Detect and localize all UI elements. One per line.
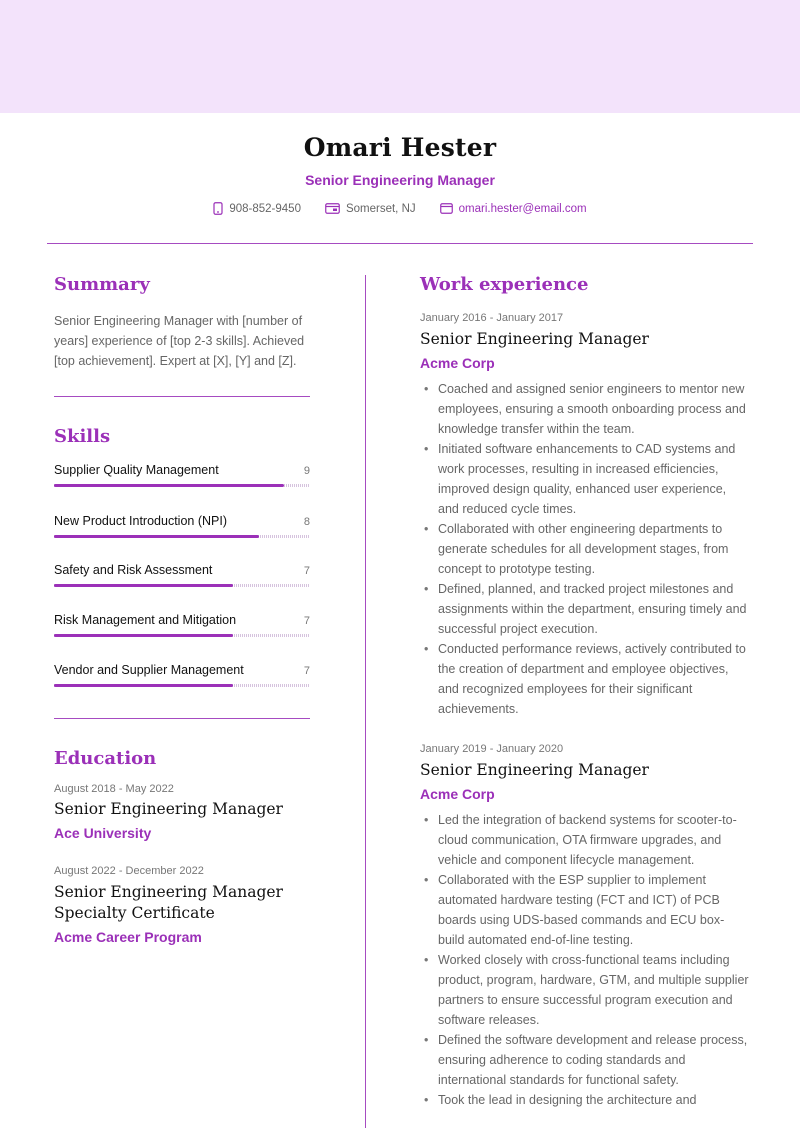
skill-bar-fill	[54, 684, 233, 687]
summary-section	[54, 274, 310, 371]
summary-heading: Summary	[54, 274, 150, 295]
section-divider	[54, 396, 310, 397]
skill-name: Risk Management and Mitigation	[54, 613, 237, 627]
skill-item	[54, 463, 310, 487]
job-dates: January 2019 - January 2020	[420, 743, 564, 755]
skills-heading: Skills	[54, 426, 111, 447]
list-item: • Conducted performance reviews, actively contributed to the creation of department and employee objectives, and recognized employees for their significant achievements.	[420, 639, 750, 719]
skill-name: New Product Introduction (NPI)	[54, 514, 227, 528]
education-item	[54, 783, 310, 841]
skill-bar-fill	[54, 535, 259, 538]
right-column	[420, 274, 750, 1110]
education-school: Acme Career Program	[54, 929, 202, 945]
skill-bar	[54, 684, 310, 687]
skill-bar	[54, 484, 310, 487]
phone-number: 908-852-9450	[229, 202, 301, 215]
column-divider	[365, 275, 366, 1128]
list-item: • Initiated software enhancements to CAD systems and work processes, resulting in increased efficiencies, improved design quality, enhanced user experience, and reduced cycle times.	[420, 439, 750, 519]
skill-item	[54, 613, 310, 637]
education-dates: August 2018 - May 2022	[54, 783, 174, 795]
skill-bar	[54, 634, 310, 637]
experience-heading: Work experience	[420, 274, 589, 295]
job-dates: January 2016 - January 2017	[420, 312, 564, 324]
skill-name: Supplier Quality Management	[54, 463, 219, 477]
list-item: • Led the integration of backend systems for scooter-to-cloud communication, OTA firmware upgrades, and vehicle and component lifecycle management.	[420, 810, 750, 870]
job-company: Acme Corp	[420, 355, 495, 371]
contact-info	[0, 202, 800, 215]
education-degree	[54, 882, 310, 924]
list-item: • Worked closely with cross-functional teams including product, program, hardware, GTM, and multiple supplier partners to ensure successful program execution and software releases.	[420, 950, 750, 1030]
section-divider	[54, 718, 310, 719]
contact-location	[325, 202, 416, 215]
location-icon	[325, 203, 340, 214]
skill-bar-fill	[54, 634, 233, 637]
skill-item	[54, 663, 310, 687]
skill-score: 8	[303, 516, 310, 528]
job-role: Senior Engineering Manager	[420, 761, 649, 779]
job-bullets	[420, 379, 750, 719]
job-company: Acme Corp	[420, 786, 495, 802]
header-band	[0, 0, 800, 113]
skill-item	[54, 563, 310, 587]
skills-section	[54, 426, 310, 687]
skill-bar-fill	[54, 484, 284, 487]
left-column	[54, 274, 310, 945]
job-bullets	[420, 810, 750, 1110]
list-item: • Coached and assigned senior engineers to mentor new employees, ensuring a smooth onboarding process and knowledge transfer within the team.	[420, 379, 750, 439]
job-item	[420, 312, 750, 719]
candidate-title: Senior Engineering Manager	[305, 172, 495, 188]
list-item: • Defined the software development and release process, ensuring adherence to coding standards and international standards for functional safety.	[420, 1030, 750, 1090]
phone-icon	[213, 202, 223, 215]
email-link[interactable]: omari.hester@email.com	[458, 202, 587, 215]
contact-email[interactable]	[440, 202, 587, 215]
education-heading: Education	[54, 748, 157, 769]
education-dates: August 2022 - December 2022	[54, 865, 204, 877]
education-degree-line1: Senior Engineering Manager	[54, 883, 283, 901]
summary-text: Senior Engineering Manager with [number of years] experience of [top 2-3 skills]. Achieved [top achievement]. Expert at [X], [Y] and [Z].	[54, 314, 305, 368]
skill-bar-fill	[54, 584, 233, 587]
skill-bar	[54, 584, 310, 587]
skill-name: Safety and Risk Assessment	[54, 563, 213, 577]
skill-score: 9	[303, 465, 310, 477]
resume-header	[0, 133, 800, 215]
list-item: • Collaborated with the ESP supplier to implement automated hardware testing (FCT and ICT) of PCB boards using UDS-based commands and ECU box-build automated end-of-line testing.	[420, 870, 750, 950]
email-icon	[440, 203, 453, 214]
skill-score: 7	[303, 615, 310, 627]
skill-score: 7	[303, 665, 310, 677]
job-item	[420, 743, 750, 1110]
education-school: Ace University	[54, 825, 152, 841]
contact-phone	[213, 202, 301, 215]
education-section	[54, 748, 310, 945]
candidate-name: Omari Hester	[303, 133, 497, 162]
education-degree: Senior Engineering Manager	[54, 800, 283, 818]
skill-bar	[54, 535, 310, 538]
header-divider	[47, 243, 753, 244]
location-text: Somerset, NJ	[345, 202, 416, 215]
education-degree-line2: Specialty Certificate	[54, 904, 215, 922]
job-role: Senior Engineering Manager	[420, 330, 649, 348]
list-item: • Took the lead in designing the architecture and	[420, 1090, 750, 1110]
list-item: • Defined, planned, and tracked project milestones and assignments within the department, ensuring timely and successful project execution.	[420, 579, 750, 639]
skill-name: Vendor and Supplier Management	[54, 663, 244, 677]
list-item: • Collaborated with other engineering departments to generate schedules for all development stages, from concept to prototype testing.	[420, 519, 750, 579]
education-item	[54, 865, 310, 945]
skill-score: 7	[303, 565, 310, 577]
skill-item	[54, 514, 310, 538]
